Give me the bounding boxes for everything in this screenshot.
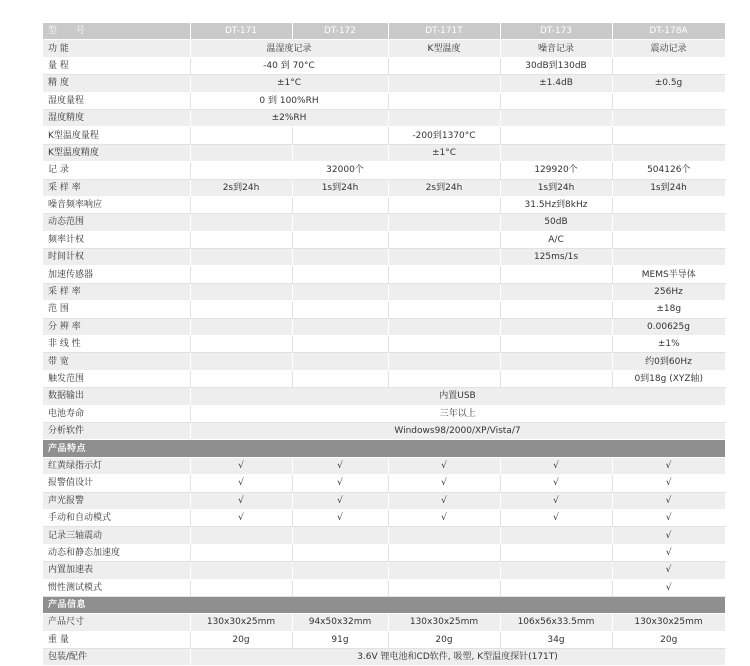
spec-value (500, 318, 612, 335)
spec-row (43, 301, 725, 318)
spec-row (43, 353, 725, 370)
spec-value (500, 353, 612, 370)
spec-value: ±1% (612, 336, 725, 353)
spec-row (43, 249, 725, 266)
spec-row (43, 179, 725, 196)
spec-value (612, 57, 725, 74)
row-label: 频率计权 (43, 231, 190, 248)
check-mark: √ (612, 492, 725, 509)
spec-value: 50dB (500, 214, 612, 231)
spec-value (612, 92, 725, 109)
spec-value (388, 57, 500, 74)
spec-row (43, 214, 725, 231)
spec-value: 130x30x25mm (388, 614, 500, 631)
row-label: 湿度精度 (43, 109, 190, 126)
row-label: 重 量 (43, 631, 190, 648)
spec-value (190, 301, 292, 318)
spec-value: Windows98/2000/XP/Vista/7 (190, 422, 725, 439)
spec-value: 0到18g (XYZ轴) (612, 370, 725, 387)
spec-value (292, 127, 388, 144)
spec-value (190, 353, 292, 370)
spec-value (500, 266, 612, 283)
spec-row (43, 283, 725, 300)
spec-value: 504126个 (612, 162, 725, 179)
row-label: K型温度精度 (43, 144, 190, 161)
spec-value: 91g (292, 631, 388, 648)
spec-value (292, 544, 388, 561)
spec-value: 三年以上 (190, 405, 725, 422)
spec-row (43, 75, 725, 92)
spec-row (43, 162, 725, 179)
spec-value: A/C (500, 231, 612, 248)
spec-row (43, 370, 725, 387)
model-header: DT-178A (612, 23, 725, 40)
spec-row (43, 336, 725, 353)
spec-row (43, 544, 725, 561)
row-label: 电池寿命 (43, 405, 190, 422)
row-label: 动态范围 (43, 214, 190, 231)
spec-value: 噪音记录 (500, 40, 612, 57)
model-header: DT-172 (292, 23, 388, 40)
spec-value (612, 249, 725, 266)
check-mark: √ (292, 457, 388, 474)
spec-value (292, 562, 388, 579)
spec-value (388, 283, 500, 300)
check-mark: √ (612, 527, 725, 544)
spec-value (500, 127, 612, 144)
spec-value (500, 301, 612, 318)
spec-value: 34g (500, 631, 612, 648)
spec-value (190, 370, 292, 387)
row-label: 记录三轴震动 (43, 527, 190, 544)
spec-value (190, 579, 292, 596)
check-mark: √ (190, 509, 292, 526)
spec-value (388, 214, 500, 231)
spec-value (190, 318, 292, 335)
spec-value (190, 527, 292, 544)
spec-value (388, 318, 500, 335)
spec-row (43, 196, 725, 213)
spec-value: 0 到 100%RH (190, 92, 388, 109)
spec-value (612, 127, 725, 144)
row-label: 精 度 (43, 75, 190, 92)
check-mark: √ (388, 457, 500, 474)
spec-value: MEMS半导体 (612, 266, 725, 283)
spec-value (388, 353, 500, 370)
spec-value (388, 370, 500, 387)
spec-value: 106x56x33.5mm (500, 614, 612, 631)
spec-value (500, 579, 612, 596)
spec-value (388, 249, 500, 266)
spec-value: 30dB到130dB (500, 57, 612, 74)
row-label: 包装/配件 (43, 649, 190, 666)
spec-value: 内置USB (190, 388, 725, 405)
spec-value (292, 214, 388, 231)
spec-value (292, 336, 388, 353)
spec-value (388, 579, 500, 596)
spec-value: 震动记录 (612, 40, 725, 57)
check-mark: √ (612, 544, 725, 561)
spec-value (190, 562, 292, 579)
header-row (43, 23, 725, 40)
spec-value: ±1°C (388, 144, 500, 161)
spec-value (292, 353, 388, 370)
spec-value (612, 196, 725, 213)
spec-value (500, 144, 612, 161)
check-mark: √ (190, 457, 292, 474)
spec-value (292, 196, 388, 213)
spec-value: 32000个 (190, 162, 500, 179)
spec-value: 2s到24h (388, 179, 500, 196)
row-label: 采 样 率 (43, 283, 190, 300)
spec-row (43, 475, 725, 492)
spec-row (43, 388, 725, 405)
spec-value (292, 231, 388, 248)
spec-row (43, 144, 725, 161)
check-mark: √ (612, 562, 725, 579)
spec-value: 1s到24h (500, 179, 612, 196)
check-mark: √ (292, 492, 388, 509)
spec-value: 约0到60Hz (612, 353, 725, 370)
model-header: DT-173 (500, 23, 612, 40)
row-label: 记 录 (43, 162, 190, 179)
check-mark: √ (612, 457, 725, 474)
model-header: DT-171 (190, 23, 292, 40)
spec-value (388, 196, 500, 213)
spec-row (43, 57, 725, 74)
check-mark: √ (612, 475, 725, 492)
spec-value (190, 266, 292, 283)
spec-value: K型温度 (388, 40, 500, 57)
spec-value (292, 579, 388, 596)
spec-table-body (43, 23, 725, 666)
spec-row (43, 422, 725, 439)
spec-value (388, 231, 500, 248)
spec-value: 温湿度记录 (190, 40, 388, 57)
spec-value: 256Hz (612, 283, 725, 300)
check-mark: √ (500, 475, 612, 492)
spec-table (43, 23, 726, 666)
check-mark: √ (500, 492, 612, 509)
spec-value (292, 301, 388, 318)
spec-row (43, 405, 725, 422)
row-label: 湿度量程 (43, 92, 190, 109)
spec-value (500, 562, 612, 579)
spec-value (190, 231, 292, 248)
row-label: 内置加速表 (43, 562, 190, 579)
row-label: 触发范围 (43, 370, 190, 387)
spec-row (43, 40, 725, 57)
spec-value: 129920个 (500, 162, 612, 179)
spec-value (388, 562, 500, 579)
check-mark: √ (612, 509, 725, 526)
spec-value: ±1°C (190, 75, 388, 92)
spec-value (500, 92, 612, 109)
row-label: 功 能 (43, 40, 190, 57)
spec-value (190, 544, 292, 561)
row-label: 手动和自动模式 (43, 509, 190, 526)
spec-value: 3.6V 锂电池和CD软件, 吸塑, K型温度探针(171T) (190, 649, 725, 666)
spec-value (612, 144, 725, 161)
spec-value (388, 92, 500, 109)
spec-value (292, 527, 388, 544)
check-mark: √ (190, 492, 292, 509)
header-label: 型 号 (43, 23, 190, 40)
spec-value: 20g (388, 631, 500, 648)
spec-value (190, 196, 292, 213)
spec-row (43, 631, 725, 648)
spec-value (388, 75, 500, 92)
spec-row (43, 109, 725, 126)
spec-value: -200到1370°C (388, 127, 500, 144)
row-label: 动态和静态加速度 (43, 544, 190, 561)
spec-row (43, 266, 725, 283)
section-header (43, 596, 725, 613)
row-label: 惯性测试模式 (43, 579, 190, 596)
spec-row (43, 509, 725, 526)
spec-value (292, 318, 388, 335)
row-label: 产品尺寸 (43, 614, 190, 631)
row-label: 采 样 率 (43, 179, 190, 196)
row-label: K型温度量程 (43, 127, 190, 144)
spec-value: 130x30x25mm (190, 614, 292, 631)
spec-value (388, 109, 500, 126)
spec-row (43, 92, 725, 109)
spec-row (43, 127, 725, 144)
spec-value (292, 249, 388, 266)
check-mark: √ (612, 579, 725, 596)
spec-value (190, 283, 292, 300)
row-label: 非 线 性 (43, 336, 190, 353)
check-mark: √ (388, 475, 500, 492)
spec-value: 1s到24h (612, 179, 725, 196)
row-label: 加速传感器 (43, 266, 190, 283)
spec-value: 31.5Hz到8kHz (500, 196, 612, 213)
spec-value: 94x50x32mm (292, 614, 388, 631)
check-mark: √ (292, 475, 388, 492)
spec-value (500, 527, 612, 544)
spec-value (190, 249, 292, 266)
spec-value (500, 109, 612, 126)
spec-row (43, 527, 725, 544)
section-title: 产品特点 (43, 440, 725, 457)
spec-value (612, 109, 725, 126)
spec-value: ±1.4dB (500, 75, 612, 92)
check-mark: √ (292, 509, 388, 526)
spec-value (388, 527, 500, 544)
spec-value (388, 301, 500, 318)
spec-row (43, 457, 725, 474)
check-mark: √ (500, 509, 612, 526)
row-label: 带 宽 (43, 353, 190, 370)
spec-value: 2s到24h (190, 179, 292, 196)
spec-value: -40 到 70°C (190, 57, 388, 74)
spec-row (43, 614, 725, 631)
spec-row (43, 562, 725, 579)
row-label: 分 辨 率 (43, 318, 190, 335)
spec-value (190, 336, 292, 353)
spec-value: ±0.5g (612, 75, 725, 92)
spec-value (500, 544, 612, 561)
section-title: 产品信息 (43, 596, 725, 613)
spec-row (43, 649, 725, 666)
section-header (43, 440, 725, 457)
row-label: 噪音频率响应 (43, 196, 190, 213)
row-label: 量 程 (43, 57, 190, 74)
row-label: 时间计权 (43, 249, 190, 266)
spec-value (388, 336, 500, 353)
spec-value: 1s到24h (292, 179, 388, 196)
spec-value: 130x30x25mm (612, 614, 725, 631)
row-label: 范 围 (43, 301, 190, 318)
spec-value: 125ms/1s (500, 249, 612, 266)
spec-value: ±2%RH (190, 109, 388, 126)
spec-row (43, 231, 725, 248)
spec-row (43, 318, 725, 335)
spec-row (43, 579, 725, 596)
spec-value (292, 283, 388, 300)
check-mark: √ (500, 457, 612, 474)
spec-value (292, 266, 388, 283)
spec-value (190, 144, 292, 161)
spec-value (612, 231, 725, 248)
model-header: DT-171T (388, 23, 500, 40)
spec-value (388, 266, 500, 283)
spec-value: 0.00625g (612, 318, 725, 335)
spec-value (500, 370, 612, 387)
spec-value: ±18g (612, 301, 725, 318)
check-mark: √ (190, 475, 292, 492)
row-label: 分析软件 (43, 422, 190, 439)
check-mark: √ (388, 509, 500, 526)
spec-value: 20g (612, 631, 725, 648)
spec-value (612, 214, 725, 231)
spec-row (43, 492, 725, 509)
spec-value (190, 127, 292, 144)
row-label: 声光报警 (43, 492, 190, 509)
spec-value (190, 214, 292, 231)
spec-value (500, 283, 612, 300)
spec-value (500, 336, 612, 353)
spec-value (292, 370, 388, 387)
row-label: 报警值设计 (43, 475, 190, 492)
spec-value: 20g (190, 631, 292, 648)
check-mark: √ (388, 492, 500, 509)
spec-value (292, 144, 388, 161)
spec-value (388, 544, 500, 561)
row-label: 红黄绿指示灯 (43, 457, 190, 474)
row-label: 数据输出 (43, 388, 190, 405)
